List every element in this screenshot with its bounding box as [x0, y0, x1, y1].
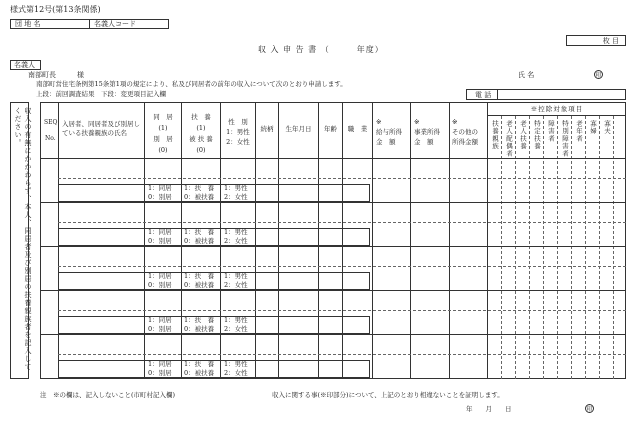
- row-fuyo-option: 1：扶 養 0：被扶養: [184, 228, 215, 245]
- koujo-item-label: 寡夫: [603, 120, 611, 135]
- footer-note: 注 ※の欄は、記入しないこと(市町村記入欄): [40, 391, 176, 399]
- meigi-field[interactable]: [10, 60, 41, 70]
- koujo-item-label: 老人扶養: [519, 120, 527, 150]
- page-count-label: 枚 目: [602, 37, 619, 45]
- row-fuyo-option: 1：扶 養 0：被扶養: [184, 184, 215, 201]
- koujo-item-label: 寡婦: [589, 120, 597, 135]
- page-count-field[interactable]: [566, 35, 626, 46]
- meigi-label: 名義人: [14, 61, 35, 69]
- row-sex-option: 1：男性 2：女性: [224, 228, 248, 245]
- address-to: 南部町長 様: [28, 71, 84, 79]
- form-number: 様式第12号(第13条関係): [10, 5, 101, 14]
- header-age: 年齢: [324, 125, 337, 133]
- header-job: 職 業: [347, 125, 368, 133]
- row-sex-option: 1：男性 2：女性: [224, 272, 248, 289]
- declaration-text: 南部町営住宅条例第15条第1項の規定により、私及び同居者の前年の収入について次のとおり申請します。: [36, 80, 347, 88]
- header-seq: SEQ: [44, 119, 58, 126]
- header-sonota: ※ その他の 所得金額: [452, 118, 478, 146]
- phone-label: 電 話: [475, 91, 492, 99]
- meigi-code-label: 名義人コード: [94, 20, 136, 28]
- footer-date: 年 月 日: [466, 405, 512, 413]
- seal-icon: 印: [595, 72, 602, 79]
- name-label: 氏 名: [518, 71, 535, 79]
- footer-seal-icon: 印: [586, 406, 593, 413]
- row-fuyo-option: 1：扶 養 0：被扶養: [184, 316, 215, 333]
- row-dokyo-option: 1：同居 0：別居: [148, 360, 172, 377]
- koujo-item-label: 老人配偶者: [505, 120, 513, 158]
- dantai-label: 団 地 名: [15, 20, 41, 28]
- row-dokyo-option: 1：同居 0：別居: [148, 228, 172, 245]
- row-sex-option: 1：男性 2：女性: [224, 184, 248, 201]
- phone-field[interactable]: [466, 89, 626, 100]
- header-jigyo: ※ 事業所得 金 額: [414, 118, 440, 146]
- header-fuyo: 扶 養 (1) 被 扶 養 (0): [189, 113, 213, 154]
- side-text: 収入の有無にかかわらず、本人、同居者及び別居の扶養親族者を記入してください。: [14, 107, 32, 371]
- header-name: 入居者、同居者及び別居している扶養親族の氏名: [62, 120, 140, 137]
- header-sex: 性 別 1：男性 2：女性: [226, 118, 250, 146]
- header-no: No.: [45, 135, 56, 142]
- koujo-item-label: 障害者: [547, 120, 555, 143]
- row-fuyo-option: 1：扶 養 0：被扶養: [184, 272, 215, 289]
- footer-cert: 収入に関する事(※印部分)について、上記のとおり相違ないことを証明します。: [272, 391, 504, 399]
- meigi-code-field[interactable]: [89, 19, 169, 29]
- header-zokugara: 続柄: [260, 125, 274, 133]
- koujo-item-label: 扶養親族: [491, 120, 499, 150]
- note-top: 上段：前回調査結果 下段：変更項目記入欄: [36, 90, 166, 98]
- row-fuyo-option: 1：扶 養 0：被扶養: [184, 360, 215, 377]
- row-sex-option: 1：男性 2：女性: [224, 316, 248, 333]
- form-title: 収 入 申 告 書 （ 年度）: [258, 45, 384, 54]
- row-dokyo-option: 1：同居 0：別居: [148, 316, 172, 333]
- koujo-item-label: 特別障害者: [561, 120, 569, 158]
- koujo-item-label: 特定扶養: [533, 120, 541, 150]
- koujo-item-label: 老年者: [575, 120, 583, 143]
- header-koujo: ※控除対象項目: [530, 105, 584, 113]
- header-kyuyo: ※ 給与所得 金 額: [376, 118, 402, 146]
- row-sex-option: 1：男性 2：女性: [224, 360, 248, 377]
- header-dokyo: 同 居 (1) 別 居 (0): [153, 113, 173, 154]
- side-instruction: [10, 102, 32, 379]
- row-dokyo-option: 1：同居 0：別居: [148, 184, 172, 201]
- header-birth: 生年月日: [285, 125, 312, 133]
- row-dokyo-option: 1：同居 0：別居: [148, 272, 172, 289]
- dantai-field[interactable]: [10, 19, 90, 29]
